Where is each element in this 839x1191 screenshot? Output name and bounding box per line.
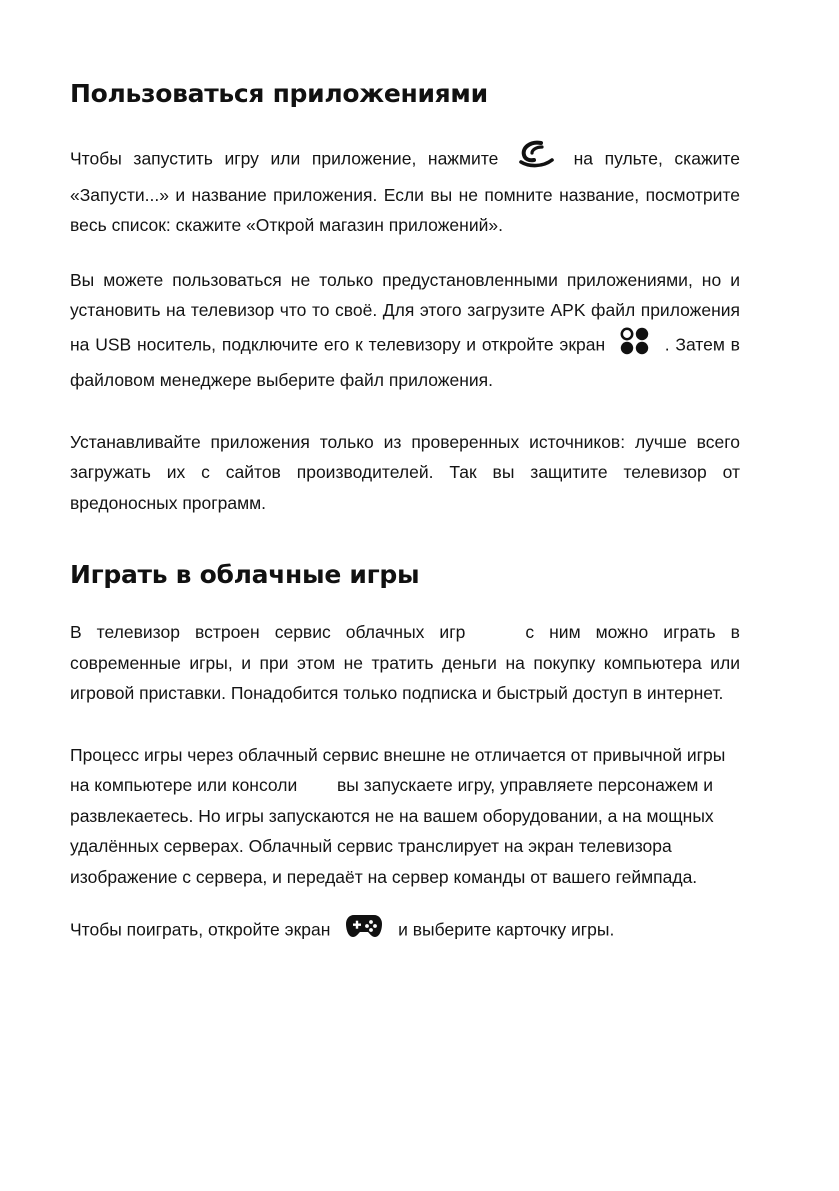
section-heading-apps: Пользоваться приложениями <box>70 79 488 108</box>
paragraph-text: В телевизор встроен сервис облачных игр <box>70 622 466 642</box>
paragraph-text: вы запускаете игру, управляете персонажем и развлекаетесь. Но игры запускаются не на вашем оборудовании, а на мощных удалённых серверах. Облачный сервис транслирует на экран телевизора изображение с сервера, и передаёт на сервер команды от вашего геймпада. <box>70 775 714 887</box>
paragraph-text: Вы можете пользоваться не только предустановленными приложениями, но и установить на телевизор что то своё. Для этого загрузите APK файл приложения на USB носитель, подключите его к телевизору и откройте экран <box>70 269 740 354</box>
document-page <box>70 70 740 949</box>
paragraph-cloud-process <box>70 740 740 893</box>
paragraph-text: Чтобы запустить игру или приложение, нажмите <box>70 148 499 169</box>
voice-assistant-icon <box>518 140 554 180</box>
gamepad-icon <box>345 913 383 949</box>
paragraph-cloud-service <box>70 617 740 709</box>
apps-grid-icon <box>619 326 651 366</box>
paragraph-trusted-sources: Устанавливайте приложения только из проверенных источников: лучше всего загружать их с сайтов производителей. Так вы защитите телевизор от вредоносных программ. <box>70 431 740 513</box>
paragraph-launch-apps <box>70 140 740 241</box>
paragraph-install-apk <box>70 265 740 396</box>
paragraph-text: . Затем в файловом менеджере выберите файл приложения. <box>70 333 740 390</box>
paragraph-text: Процесс игры через облачный сервис внешне не отличается от привычной игры на компьютере или консоли <box>70 744 726 795</box>
paragraph-open-games <box>70 913 740 949</box>
paragraph-text: с ним можно играть в современные игры, и при этом не тратить деньги на покупку компьютера или игровой приставки. Понадобится только подписка и быстрый доступ в интернет. <box>70 622 740 703</box>
paragraph-text: Чтобы поиграть, откройте экран <box>70 919 331 940</box>
paragraph-text: на пульте, скажите «Запусти...» и название приложения. Если вы не помните название, посмотрите весь список: скажите «Открой магазин приложений». <box>70 148 740 235</box>
paragraph-text: и выберите карточку игры. <box>398 919 615 940</box>
section-heading-cloud-games: Играть в облачные игры <box>70 560 420 589</box>
